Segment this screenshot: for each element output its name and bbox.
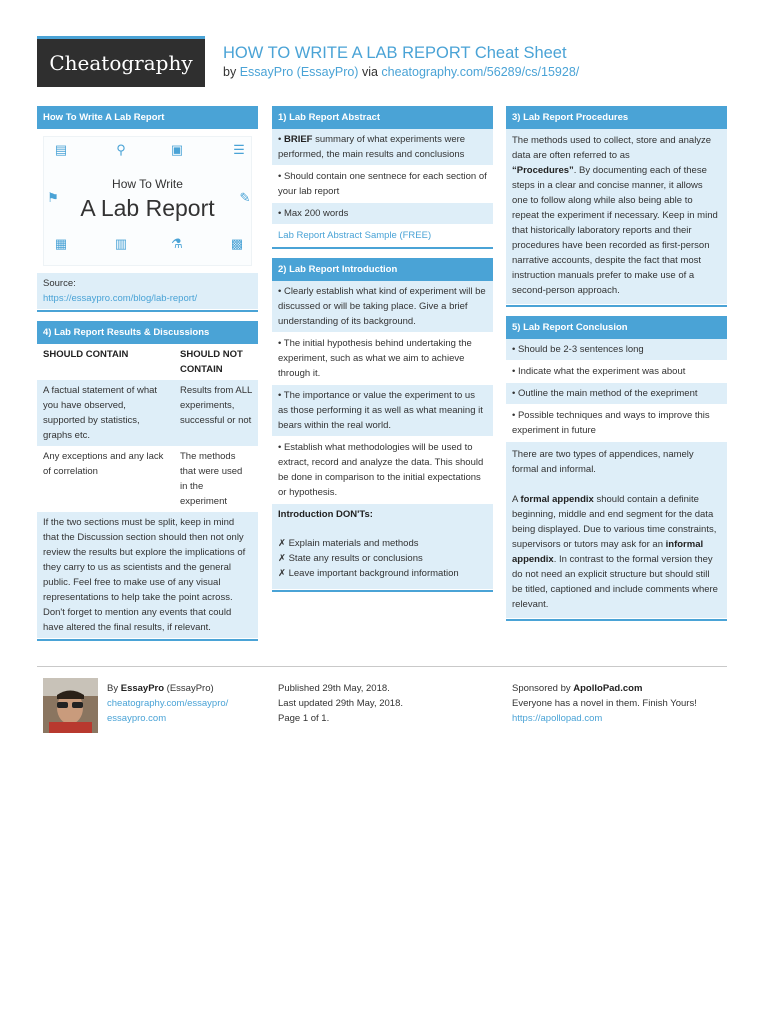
donts-item: ✗ State any results or conclusions: [278, 553, 423, 564]
footer-author-line: By EssayPro (EssayPro): [107, 683, 214, 694]
list-item: • Should contain one sentnece for each section of your lab report: [272, 166, 493, 203]
table-row: [37, 446, 258, 512]
footer-divider: [37, 666, 727, 667]
introduction-section-header: 2) Lab Report Introduction: [272, 258, 493, 281]
sponsor-tagline: Everyone has a novel in them. Finish Yours!: [512, 698, 697, 709]
donts-item: ✗ Explain materials and methods: [278, 538, 419, 549]
list-item: • Outline the main method of the exepriment: [506, 383, 727, 405]
conclusion-section-header: 5) Lab Report Conclusion: [506, 316, 727, 339]
pencil-icon: ✎: [239, 190, 251, 205]
procedures-text: [506, 129, 727, 305]
column-3: [506, 106, 727, 630]
list-item-text: summary of what experiments were performed, the main results and conclusions: [278, 134, 466, 160]
procedures-bold: “Procedures”: [512, 165, 574, 176]
list-item: • Max 200 words: [272, 203, 493, 225]
source-label: Source:: [43, 278, 76, 289]
cheatography-logo[interactable]: Cheatography: [37, 36, 205, 87]
table-cell: A factual statement of what you have observed, supported by statistics, graphs etc.: [43, 385, 158, 441]
results-section: [37, 321, 258, 641]
results-section-header: 4) Lab Report Results & Discussions: [37, 321, 258, 344]
list-item: • Should be 2-3 sentences long: [506, 339, 727, 361]
intro-section: [37, 106, 258, 312]
abstract-section-header: 1) Lab Report Abstract: [272, 106, 493, 129]
flask-icon: ⚗: [171, 236, 183, 251]
bullet: •: [278, 134, 284, 145]
published-date: Published 29th May, 2018.: [278, 683, 390, 694]
microscope-icon: ⚲: [116, 142, 126, 157]
lab-report-image-container: [37, 129, 258, 273]
updated-date: Last updated 29th May, 2018.: [278, 698, 403, 709]
page-number: Page 1 of 1.: [278, 713, 330, 724]
appendix-paragraph-2: A formal appendix should contain a definite beginning, middle and end segment for the data being displayed. Due to various time constraints, supervisors or tutors may ask for an informal appendix. In contrast to the formal version they do not need an explicit structure but should still be titled, captioned and include comments where relevant.: [512, 494, 718, 610]
byline-by: by: [223, 65, 237, 79]
bold-text: BRIEF: [283, 134, 313, 145]
footer-sponsor: [512, 681, 732, 726]
intro-section-header: How To Write A Lab Report: [37, 106, 258, 129]
donts-block: [272, 504, 493, 590]
appendix-text: [506, 442, 727, 619]
chip-icon: ▦: [54, 236, 68, 251]
footer-dates: [278, 681, 478, 726]
donts-title: Introduction DON'Ts:: [278, 509, 373, 520]
list-item: • The importance or value the experiment to us as those performing it as well as what meaning it bears within the real world.: [272, 385, 493, 437]
list-item: • The initial hypothesis behind undertaking the experiment, such as what we aim to achieve through it.: [272, 333, 493, 385]
image-text-line2: A Lab Report: [80, 195, 215, 221]
list-item: • Possible techniques and ways to improve this experiment in future: [506, 405, 727, 442]
table-cell: Any exceptions and any lack of correlation: [43, 451, 164, 477]
byline-via: via: [361, 65, 378, 79]
table-cell: Results from ALL experiments, successful or not: [180, 385, 252, 426]
column-2: [272, 106, 493, 601]
list-item: • Establish what methodologies will be used to extract, record and analyze the data. This should be done in comparison to the initial expectations or hypothesis.: [272, 437, 493, 504]
results-note: If the two sections must be split, keep in mind that the Discussion section should then not only review the results but explore the implications of they carry to us as scientists and the general public. Feel free to make use of any visual representations to help take the point across. Don't forget to mention any events that could have altered the final results, if relevant.: [37, 512, 258, 639]
abstract-section: [272, 106, 493, 249]
results-table: [37, 344, 258, 512]
procedures-section-header: 3) Lab Report Procedures: [506, 106, 727, 129]
chart-icon: ▥: [114, 236, 128, 251]
appendix-paragraph-1: There are two types of appendices, namely formal and informal.: [512, 449, 694, 475]
conclusion-section: [506, 316, 727, 621]
byline: [223, 64, 579, 80]
sponsor-link[interactable]: https://apollopad.com: [512, 713, 603, 724]
list-item: • Clearly establish what kind of experiment will be discussed or will be taking place. Give a brief understanding of its background.: [272, 281, 493, 333]
introduction-section: [272, 258, 493, 592]
procedures-text-1: The methods used to collect, store and analyze data are often referred to as: [512, 135, 712, 161]
list-item: • Indicate what the experiment was about: [506, 361, 727, 383]
footer-author: [107, 681, 257, 726]
list-item: [272, 129, 493, 166]
author-link[interactable]: EssayPro (EssayPro): [239, 65, 359, 79]
procedures-section: [506, 106, 727, 307]
lab-report-image: [43, 136, 252, 266]
calendar-icon: ▩: [230, 236, 244, 251]
results-table-header: [37, 344, 258, 380]
clipboard-icon: ▣: [170, 142, 184, 157]
abstract-sample-link[interactable]: Lab Report Abstract Sample (FREE): [272, 225, 493, 247]
document-icon: ▤: [54, 142, 68, 157]
column-1: [37, 106, 258, 650]
table-cell: The methods that were used in the experiment: [180, 451, 243, 507]
table-row: [37, 380, 258, 446]
col-should-contain: SHOULD CONTAIN: [43, 349, 129, 360]
author-profile-link[interactable]: cheatography.com/essaypro/: [107, 698, 229, 709]
notes-icon: ☰: [233, 142, 245, 157]
page-title: HOW TO WRITE A LAB REPORT Cheat Sheet: [223, 44, 567, 62]
col-should-not-contain: SHOULD NOT CONTAIN: [180, 349, 243, 375]
flag-icon: ⚑: [47, 190, 59, 205]
image-text-line1: How To Write: [112, 177, 183, 191]
avatar[interactable]: [43, 678, 98, 733]
procedures-text-2: . By documenting each of these steps in a clear and concise manner, it allows one to follow along while also being able to repeat the experiment if necessary. Keep in mind that historically laboratory reports and their procedures have been recorded as first-person narrative accounts, despite the fact that most instruction manuals prefer to make use of a second-person approach.: [512, 165, 718, 296]
source-link[interactable]: https://essaypro.com/blog/lab-report/: [43, 293, 198, 304]
author-site-link[interactable]: essaypro.com: [107, 713, 167, 724]
sheet-url-link[interactable]: cheatography.com/56289/cs/15928/: [381, 65, 580, 79]
avatar-photo: [43, 678, 98, 733]
source-row: [37, 273, 258, 310]
sponsor-line: Sponsored by ApolloPad.com: [512, 683, 643, 694]
donts-item: ✗ Leave important background information: [278, 568, 459, 579]
